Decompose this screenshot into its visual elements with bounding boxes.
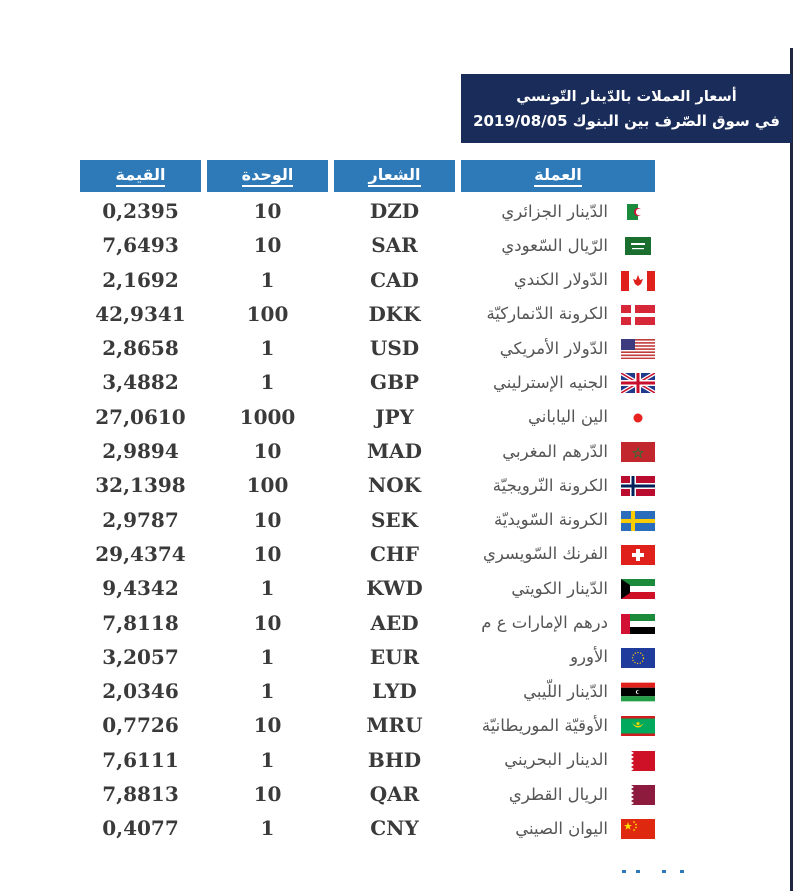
denmark-flag-icon: [621, 305, 655, 325]
uae-flag-icon: [621, 614, 655, 634]
rate-value: 29,4374: [95, 541, 186, 566]
currency-name: الجنيه الإسترليني: [493, 372, 608, 392]
currency-name: الكرونة السّويديّة: [493, 510, 608, 530]
table-row: [0, 811, 680, 845]
rate-value: 7,8118: [102, 610, 179, 635]
unit-value: 1: [260, 679, 275, 704]
rate-value: 2,0346: [102, 679, 179, 704]
table-row: [0, 674, 680, 708]
currency-name: الدّينار اللّيبي: [523, 681, 608, 701]
currency-code: CNY: [370, 816, 419, 841]
unit-value: 1: [260, 267, 275, 292]
unit-value: 1: [260, 336, 275, 361]
currency-code: NOK: [367, 473, 422, 498]
title-box: [461, 74, 792, 143]
table-row: [0, 263, 680, 297]
table-row: [0, 434, 680, 468]
currency-name: الأورو: [570, 647, 608, 667]
unit-value: 1: [260, 576, 275, 601]
unit-value: 10: [253, 541, 282, 566]
bottom-dots: [622, 870, 742, 880]
currency-name: الدّينار الكويتي: [511, 578, 608, 598]
rate-value: 32,1398: [95, 473, 186, 498]
rate-value: 7,6111: [102, 747, 179, 772]
table-row: [0, 503, 680, 537]
unit-value: 1: [260, 370, 275, 395]
rate-value: 42,9341: [95, 301, 186, 326]
currency-name: الكرونة الدّنماركيّة: [486, 304, 608, 324]
table-row: [0, 331, 680, 365]
currency-code: KWD: [366, 576, 423, 601]
rate-value: 3,2057: [102, 644, 179, 669]
currency-code: MAD: [367, 439, 422, 464]
canada-flag-icon: [621, 271, 655, 291]
mauritania-flag-icon: [621, 716, 655, 736]
currency-code: CAD: [370, 267, 419, 292]
currency-name: الدّولار الكندي: [513, 270, 608, 290]
table-row: [0, 228, 680, 262]
table-row: [0, 400, 680, 434]
currency-code: MRU: [366, 713, 423, 738]
usa-flag-icon: [621, 339, 655, 359]
unit-value: 100: [246, 473, 289, 498]
currency-name: الرّيال السّعودي: [501, 235, 608, 255]
norway-flag-icon: [621, 476, 655, 496]
currency-code: USD: [369, 336, 420, 361]
currency-name: الأوقيّة الموريطانيّة: [481, 715, 608, 735]
currency-code: SEK: [370, 507, 419, 532]
table-header: [0, 160, 660, 192]
rate-value: 7,6493: [102, 233, 179, 258]
china-flag-icon: [621, 819, 655, 839]
currency-code: LYD: [372, 679, 417, 704]
bahrain-flag-icon: [621, 751, 655, 771]
currency-name: درهم الإمارات ع م: [481, 613, 608, 633]
algeria-flag-icon: [621, 202, 655, 222]
currency-name: الدينار البحريني: [504, 750, 608, 770]
rate-value: 2,8658: [102, 336, 179, 361]
unit-value: 1: [260, 644, 275, 669]
unit-value: 10: [253, 233, 282, 258]
japan-flag-icon: [621, 408, 655, 428]
table-row: [0, 606, 680, 640]
table-body: [0, 194, 680, 846]
unit-value: 1000: [239, 404, 296, 429]
table-row: [0, 468, 680, 502]
header-code: الشعار: [334, 160, 455, 192]
table-row: [0, 708, 680, 742]
rate-value: 2,9894: [102, 439, 179, 464]
unit-value: 10: [253, 782, 282, 807]
saudi-flag-icon: [621, 236, 655, 256]
unit-value: 100: [246, 301, 289, 326]
sweden-flag-icon: [621, 511, 655, 531]
rate-value: 2,9787: [102, 507, 179, 532]
currency-name: الين الياباني: [528, 407, 608, 427]
rate-value: 9,4342: [102, 576, 179, 601]
table-row: [0, 194, 680, 228]
rate-value: 2,1692: [102, 267, 179, 292]
currency-name: الريال القطري: [508, 784, 608, 804]
header-currency: العملة: [461, 160, 655, 192]
currency-code: SAR: [371, 233, 418, 258]
unit-value: 10: [253, 610, 282, 635]
title-line-1: أسعار العملات بالدّينار التّونسي: [516, 88, 737, 105]
currency-code: JPY: [375, 404, 414, 429]
unit-value: 10: [253, 439, 282, 464]
currency-name: الدّولار الأمريكي: [499, 338, 608, 358]
rate-value: 0,2395: [102, 199, 179, 223]
currency-code: AED: [370, 610, 419, 635]
header-value: القيمة: [80, 160, 201, 192]
currency-code: CHF: [369, 541, 419, 566]
currency-code: QAR: [369, 782, 420, 807]
uk-flag-icon: [621, 373, 655, 393]
rate-value: 0,4077: [102, 816, 179, 841]
rate-value: 3,4882: [102, 370, 179, 395]
table-row: [0, 640, 680, 674]
switzerland-flag-icon: [621, 545, 655, 565]
currency-code: EUR: [369, 644, 420, 669]
currency-name: الدّينار الجزائري: [501, 201, 608, 221]
currency-code: DKK: [368, 301, 421, 326]
unit-value: 10: [253, 713, 282, 738]
rate-value: 0,7726: [102, 713, 179, 738]
table-row: [0, 743, 680, 777]
currency-code: BHD: [367, 747, 422, 772]
unit-value: 1: [260, 747, 275, 772]
libya-flag-icon: [621, 682, 655, 702]
qatar-flag-icon: [621, 785, 655, 805]
unit-value: 10: [253, 199, 282, 223]
header-unit: الوحدة: [207, 160, 328, 192]
currency-name: الفرنك السّويسري: [483, 544, 608, 564]
table-row: [0, 537, 680, 571]
table-row: [0, 777, 680, 811]
table-row: [0, 571, 680, 605]
eu-flag-icon: [621, 648, 655, 668]
rate-value: 7,8813: [102, 782, 179, 807]
currency-code: GBP: [369, 370, 420, 395]
kuwait-flag-icon: [621, 579, 655, 599]
currency-name: اليوان الصيني: [515, 818, 608, 838]
currency-name: الكرونة النّرويجيّة: [492, 475, 608, 495]
unit-value: 10: [253, 507, 282, 532]
table-row: [0, 365, 680, 399]
currency-name: الدّرهم المغربي: [502, 441, 608, 461]
unit-value: 1: [260, 816, 275, 841]
rate-value: 27,0610: [95, 404, 186, 429]
currency-code: DZD: [369, 199, 420, 223]
right-edge-rule: [790, 48, 793, 891]
morocco-flag-icon: [621, 442, 655, 462]
title-line-2: في سوق الصّرف بين البنوك 2019/08/05: [473, 111, 780, 130]
table-row: [0, 297, 680, 331]
